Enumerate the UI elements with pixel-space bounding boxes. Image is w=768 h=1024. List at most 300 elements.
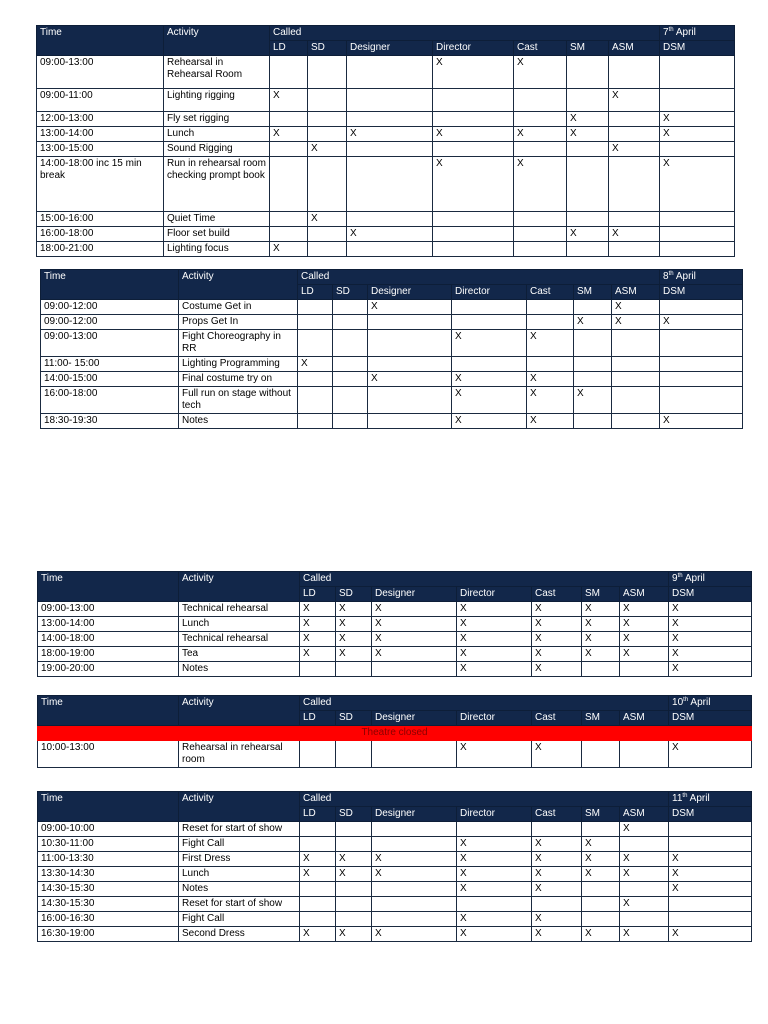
called-mark-cast (532, 897, 582, 912)
time-cell: 11:00- 15:00 (41, 357, 179, 372)
called-mark-cast: X (527, 387, 574, 414)
called-mark-dsm (669, 912, 752, 927)
role-header-cast: Cast (532, 807, 582, 822)
date-day: 9 (672, 573, 678, 584)
called-mark-cast: X (514, 56, 567, 89)
called-mark-cast (514, 89, 567, 112)
called-mark-director (433, 227, 514, 242)
called-mark-ld (270, 157, 308, 212)
called-mark-sd (333, 300, 368, 315)
called-mark-cast: X (514, 157, 567, 212)
activity-cell: Reset for start of show (179, 822, 300, 837)
activity-header: Activity (179, 792, 300, 822)
called-mark-dsm: X (669, 617, 752, 632)
called-mark-ld (270, 227, 308, 242)
called-mark-director: X (433, 56, 514, 89)
role-header-ld: LD (300, 587, 336, 602)
schedule-row (38, 837, 752, 852)
time-cell: 09:00-10:00 (38, 822, 179, 837)
header-row (38, 572, 752, 587)
schedule-row (38, 617, 752, 632)
time-cell: 10:00-13:00 (38, 741, 179, 768)
role-header-ld: LD (300, 711, 336, 726)
called-mark-dsm: X (669, 867, 752, 882)
called-mark-sd (333, 315, 368, 330)
date-month: April (675, 271, 696, 282)
called-mark-sm (582, 882, 620, 897)
called-mark-director (452, 300, 527, 315)
called-mark-ld (298, 315, 333, 330)
called-mark-sd (336, 882, 372, 897)
schedule-row (37, 157, 735, 212)
called-mark-director (457, 897, 532, 912)
activity-header: Activity (164, 26, 270, 56)
role-header-asm: ASM (612, 285, 660, 300)
date-suffix: th (683, 697, 689, 703)
called-mark-director: X (433, 157, 514, 212)
called-mark-director: X (433, 127, 514, 142)
called-mark-cast: X (532, 927, 582, 942)
called-header: Called (300, 696, 669, 711)
called-mark-designer (372, 837, 457, 852)
called-mark-director: X (457, 632, 532, 647)
schedule-table-day-5 (37, 791, 752, 942)
activity-cell: Floor set build (164, 227, 270, 242)
time-cell: 15:00-16:00 (37, 212, 164, 227)
called-mark-asm: X (609, 227, 660, 242)
called-mark-designer: X (372, 927, 457, 942)
called-mark-director (457, 822, 532, 837)
date-month: April (675, 27, 696, 38)
date-month: April (690, 697, 711, 708)
time-cell: 13:30-14:30 (38, 867, 179, 882)
role-header-cast: Cast (527, 285, 574, 300)
called-mark-asm (612, 330, 660, 357)
date-header (669, 696, 752, 711)
called-mark-ld: X (300, 632, 336, 647)
called-mark-sm: X (582, 837, 620, 852)
called-mark-designer (372, 912, 457, 927)
activity-cell: Lunch (179, 867, 300, 882)
called-mark-ld (298, 372, 333, 387)
called-mark-asm (609, 157, 660, 212)
called-mark-sm: X (582, 867, 620, 882)
called-mark-director (433, 142, 514, 157)
activity-cell: Reset for start of show (179, 897, 300, 912)
role-header-cast: Cast (514, 41, 567, 56)
called-mark-ld: X (298, 357, 333, 372)
called-mark-sd (308, 157, 347, 212)
called-mark-sm: X (582, 852, 620, 867)
activity-cell: Lighting rigging (164, 89, 270, 112)
time-cell: 10:30-11:00 (38, 837, 179, 852)
called-mark-sm (567, 212, 609, 227)
role-header-asm: ASM (620, 807, 669, 822)
time-cell: 09:00-13:00 (38, 602, 179, 617)
schedule-table-day-3 (37, 571, 752, 677)
schedule-row (41, 330, 743, 357)
called-mark-ld (298, 387, 333, 414)
time-cell: 18:00-21:00 (37, 242, 164, 257)
called-mark-ld (300, 837, 336, 852)
called-mark-sm: X (567, 112, 609, 127)
called-mark-dsm (660, 330, 743, 357)
activity-cell: Lighting focus (164, 242, 270, 257)
called-header: Called (270, 26, 660, 41)
role-header-designer: Designer (347, 41, 433, 56)
activity-cell: Quiet Time (164, 212, 270, 227)
called-mark-ld (298, 330, 333, 357)
header-row (38, 696, 752, 711)
date-suffix: th (677, 573, 683, 579)
called-mark-ld (270, 56, 308, 89)
called-mark-cast: X (514, 127, 567, 142)
time-cell: 16:00-18:00 (37, 227, 164, 242)
called-mark-sd (333, 414, 368, 429)
called-mark-dsm (660, 387, 743, 414)
called-mark-dsm (660, 227, 735, 242)
called-mark-sd (336, 912, 372, 927)
called-mark-designer (368, 330, 452, 357)
role-header-ld: LD (300, 807, 336, 822)
called-mark-asm: X (609, 142, 660, 157)
called-mark-ld (270, 212, 308, 227)
called-mark-sd: X (336, 632, 372, 647)
called-mark-ld (298, 300, 333, 315)
called-mark-cast (514, 242, 567, 257)
called-mark-sm (574, 300, 612, 315)
called-mark-director (433, 89, 514, 112)
activity-cell: Notes (179, 414, 298, 429)
time-header: Time (38, 572, 179, 602)
role-header-designer: Designer (372, 711, 457, 726)
role-header-director: Director (457, 807, 532, 822)
called-mark-dsm (660, 142, 735, 157)
called-mark-director: X (452, 414, 527, 429)
called-mark-designer (368, 315, 452, 330)
called-mark-dsm: X (669, 662, 752, 677)
schedule-row (38, 852, 752, 867)
called-mark-designer (372, 662, 457, 677)
called-mark-asm: X (620, 647, 669, 662)
called-mark-sd (308, 112, 347, 127)
activity-cell: Rehearsal in rehearsal room (179, 741, 300, 768)
called-mark-dsm (660, 212, 735, 227)
schedule-row (41, 387, 743, 414)
schedule-row (37, 112, 735, 127)
activity-cell: Final costume try on (179, 372, 298, 387)
called-mark-ld: X (300, 867, 336, 882)
called-header: Called (300, 572, 669, 587)
time-cell: 12:00-13:00 (37, 112, 164, 127)
called-mark-cast: X (532, 912, 582, 927)
called-mark-cast (514, 227, 567, 242)
called-mark-director: X (457, 741, 532, 768)
called-mark-asm (620, 912, 669, 927)
called-mark-director: X (457, 602, 532, 617)
called-mark-dsm (660, 89, 735, 112)
called-mark-asm: X (620, 867, 669, 882)
date-suffix: th (668, 271, 674, 277)
called-mark-designer (347, 142, 433, 157)
called-mark-cast: X (527, 372, 574, 387)
activity-cell: Run in rehearsal room checking prompt book (164, 157, 270, 212)
activity-cell: Notes (179, 662, 300, 677)
time-header: Time (37, 26, 164, 56)
called-mark-cast: X (532, 632, 582, 647)
called-mark-asm: X (612, 315, 660, 330)
called-mark-sm (574, 357, 612, 372)
activity-cell: Fight Call (179, 837, 300, 852)
called-mark-sd: X (308, 142, 347, 157)
time-cell: 09:00-11:00 (37, 89, 164, 112)
time-cell: 18:30-19:30 (41, 414, 179, 429)
role-header-sm: SM (567, 41, 609, 56)
time-cell: 11:00-13:30 (38, 852, 179, 867)
activity-cell: Costume Get in (179, 300, 298, 315)
time-cell: 09:00-13:00 (37, 56, 164, 89)
called-mark-director: X (457, 927, 532, 942)
called-mark-dsm (660, 300, 743, 315)
date-day: 7 (663, 27, 669, 38)
called-mark-ld (300, 897, 336, 912)
schedule-row (41, 414, 743, 429)
time-cell: 18:00-19:00 (38, 647, 179, 662)
schedule-row (38, 912, 752, 927)
called-mark-dsm: X (660, 112, 735, 127)
activity-cell: Notes (179, 882, 300, 897)
header-row (38, 792, 752, 807)
called-mark-ld (270, 112, 308, 127)
called-mark-designer (372, 882, 457, 897)
called-mark-cast: X (532, 837, 582, 852)
activity-cell: Full run on stage without tech (179, 387, 298, 414)
called-header: Called (300, 792, 669, 807)
activity-cell: Fight Choreography in RR (179, 330, 298, 357)
called-mark-asm: X (620, 822, 669, 837)
schedule-row (38, 662, 752, 677)
schedule-row (38, 822, 752, 837)
called-mark-dsm (669, 822, 752, 837)
time-cell: 14:30-15:30 (38, 882, 179, 897)
called-mark-ld (300, 822, 336, 837)
called-mark-dsm (660, 372, 743, 387)
called-mark-ld: X (300, 617, 336, 632)
role-header-director: Director (433, 41, 514, 56)
called-mark-dsm: X (669, 927, 752, 942)
time-header: Time (38, 696, 179, 726)
called-mark-sd (336, 741, 372, 768)
called-mark-director: X (457, 617, 532, 632)
activity-header: Activity (179, 696, 300, 726)
called-mark-designer: X (372, 852, 457, 867)
role-header-designer: Designer (372, 587, 457, 602)
called-mark-cast (514, 212, 567, 227)
called-mark-dsm: X (660, 157, 735, 212)
called-mark-director: X (457, 647, 532, 662)
called-mark-cast (527, 315, 574, 330)
called-mark-sm (574, 330, 612, 357)
role-header-asm: ASM (620, 711, 669, 726)
called-mark-sd: X (336, 852, 372, 867)
time-cell: 14:00-18:00 (38, 632, 179, 647)
called-mark-ld: X (270, 89, 308, 112)
called-mark-cast: X (527, 414, 574, 429)
called-mark-asm: X (620, 632, 669, 647)
called-mark-cast (527, 357, 574, 372)
called-mark-asm (620, 741, 669, 768)
called-mark-ld (300, 741, 336, 768)
called-mark-dsm (660, 56, 735, 89)
called-mark-sd: X (336, 867, 372, 882)
called-mark-asm: X (620, 617, 669, 632)
called-mark-ld: X (270, 242, 308, 257)
called-mark-asm (609, 112, 660, 127)
closed-row (38, 726, 752, 741)
time-cell: 16:30-19:00 (38, 927, 179, 942)
called-mark-sd: X (336, 602, 372, 617)
called-mark-sm (574, 414, 612, 429)
called-mark-ld: X (300, 602, 336, 617)
called-mark-designer (372, 897, 457, 912)
called-mark-sm (567, 89, 609, 112)
called-mark-ld: X (300, 647, 336, 662)
called-mark-sd (336, 662, 372, 677)
called-mark-director: X (457, 912, 532, 927)
schedule-row (37, 89, 735, 112)
theatre-closed-notice: Theatre closed (38, 726, 752, 741)
called-mark-asm (609, 56, 660, 89)
called-mark-sd (308, 127, 347, 142)
called-mark-sd (308, 227, 347, 242)
called-mark-sd (336, 822, 372, 837)
called-mark-director (433, 112, 514, 127)
activity-cell: Second Dress (179, 927, 300, 942)
schedule-row (38, 602, 752, 617)
called-mark-ld: X (300, 927, 336, 942)
called-mark-asm: X (620, 852, 669, 867)
called-mark-dsm (669, 897, 752, 912)
called-mark-designer: X (372, 867, 457, 882)
called-mark-sm: X (582, 647, 620, 662)
called-mark-sd (308, 56, 347, 89)
called-mark-designer (368, 387, 452, 414)
called-mark-dsm: X (669, 882, 752, 897)
called-mark-sm: X (582, 602, 620, 617)
role-header-dsm: DSM (660, 41, 735, 56)
role-header-director: Director (457, 711, 532, 726)
called-mark-asm (620, 662, 669, 677)
time-cell: 13:00-14:00 (37, 127, 164, 142)
schedule-row (41, 315, 743, 330)
called-mark-sd (333, 357, 368, 372)
called-mark-sm: X (582, 617, 620, 632)
date-header (669, 792, 752, 807)
called-mark-dsm: X (660, 315, 743, 330)
called-mark-sd (336, 837, 372, 852)
activity-cell: Tea (179, 647, 300, 662)
activity-cell: Technical rehearsal (179, 602, 300, 617)
activity-cell: First Dress (179, 852, 300, 867)
called-mark-sd: X (336, 617, 372, 632)
called-mark-ld: X (270, 127, 308, 142)
activity-cell: Props Get In (179, 315, 298, 330)
schedule-table-day-2 (40, 269, 743, 429)
role-header-asm: ASM (609, 41, 660, 56)
called-mark-dsm: X (669, 741, 752, 768)
called-mark-designer (347, 112, 433, 127)
called-header: Called (298, 270, 660, 285)
called-mark-designer: X (372, 602, 457, 617)
called-mark-dsm: X (669, 602, 752, 617)
role-header-sm: SM (582, 711, 620, 726)
schedule-row (38, 867, 752, 882)
called-mark-asm (612, 414, 660, 429)
activity-header: Activity (179, 270, 298, 300)
date-day: 11 (672, 793, 683, 804)
called-mark-designer: X (368, 372, 452, 387)
called-mark-director: X (457, 662, 532, 677)
called-mark-director (433, 212, 514, 227)
role-header-dsm: DSM (660, 285, 743, 300)
header-row (37, 26, 735, 41)
schedule-row (41, 357, 743, 372)
called-mark-sm (582, 897, 620, 912)
called-mark-designer: X (372, 632, 457, 647)
role-header-cast: Cast (532, 711, 582, 726)
schedule-table-day-4 (37, 695, 752, 768)
called-mark-sm: X (574, 387, 612, 414)
called-mark-cast: X (532, 602, 582, 617)
called-mark-sm: X (582, 632, 620, 647)
called-mark-sm: X (574, 315, 612, 330)
schedule-row (38, 632, 752, 647)
called-mark-sd (336, 897, 372, 912)
called-mark-cast: X (532, 647, 582, 662)
schedule-row (38, 741, 752, 768)
called-mark-dsm: X (669, 632, 752, 647)
called-mark-dsm: X (669, 647, 752, 662)
date-header (660, 270, 743, 285)
called-mark-director: X (452, 387, 527, 414)
role-header-sm: SM (574, 285, 612, 300)
called-mark-designer (347, 89, 433, 112)
called-mark-cast (532, 822, 582, 837)
header-row (41, 270, 743, 285)
called-mark-designer: X (372, 647, 457, 662)
schedule-row (37, 227, 735, 242)
role-header-asm: ASM (620, 587, 669, 602)
called-mark-cast: X (532, 852, 582, 867)
schedule-row (37, 127, 735, 142)
called-mark-cast: X (527, 330, 574, 357)
called-mark-cast (527, 300, 574, 315)
schedule-row (38, 927, 752, 942)
activity-cell: Lighting Programming (179, 357, 298, 372)
called-mark-sm (582, 822, 620, 837)
called-mark-designer (368, 414, 452, 429)
called-mark-cast: X (532, 741, 582, 768)
time-cell: 16:00-16:30 (38, 912, 179, 927)
called-mark-asm: X (609, 89, 660, 112)
date-day: 10 (672, 697, 684, 708)
activity-cell: Lunch (179, 617, 300, 632)
called-mark-sd (333, 372, 368, 387)
role-header-sd: SD (336, 711, 372, 726)
called-mark-director: X (457, 852, 532, 867)
schedule-row (37, 242, 735, 257)
date-suffix: th (668, 27, 674, 33)
